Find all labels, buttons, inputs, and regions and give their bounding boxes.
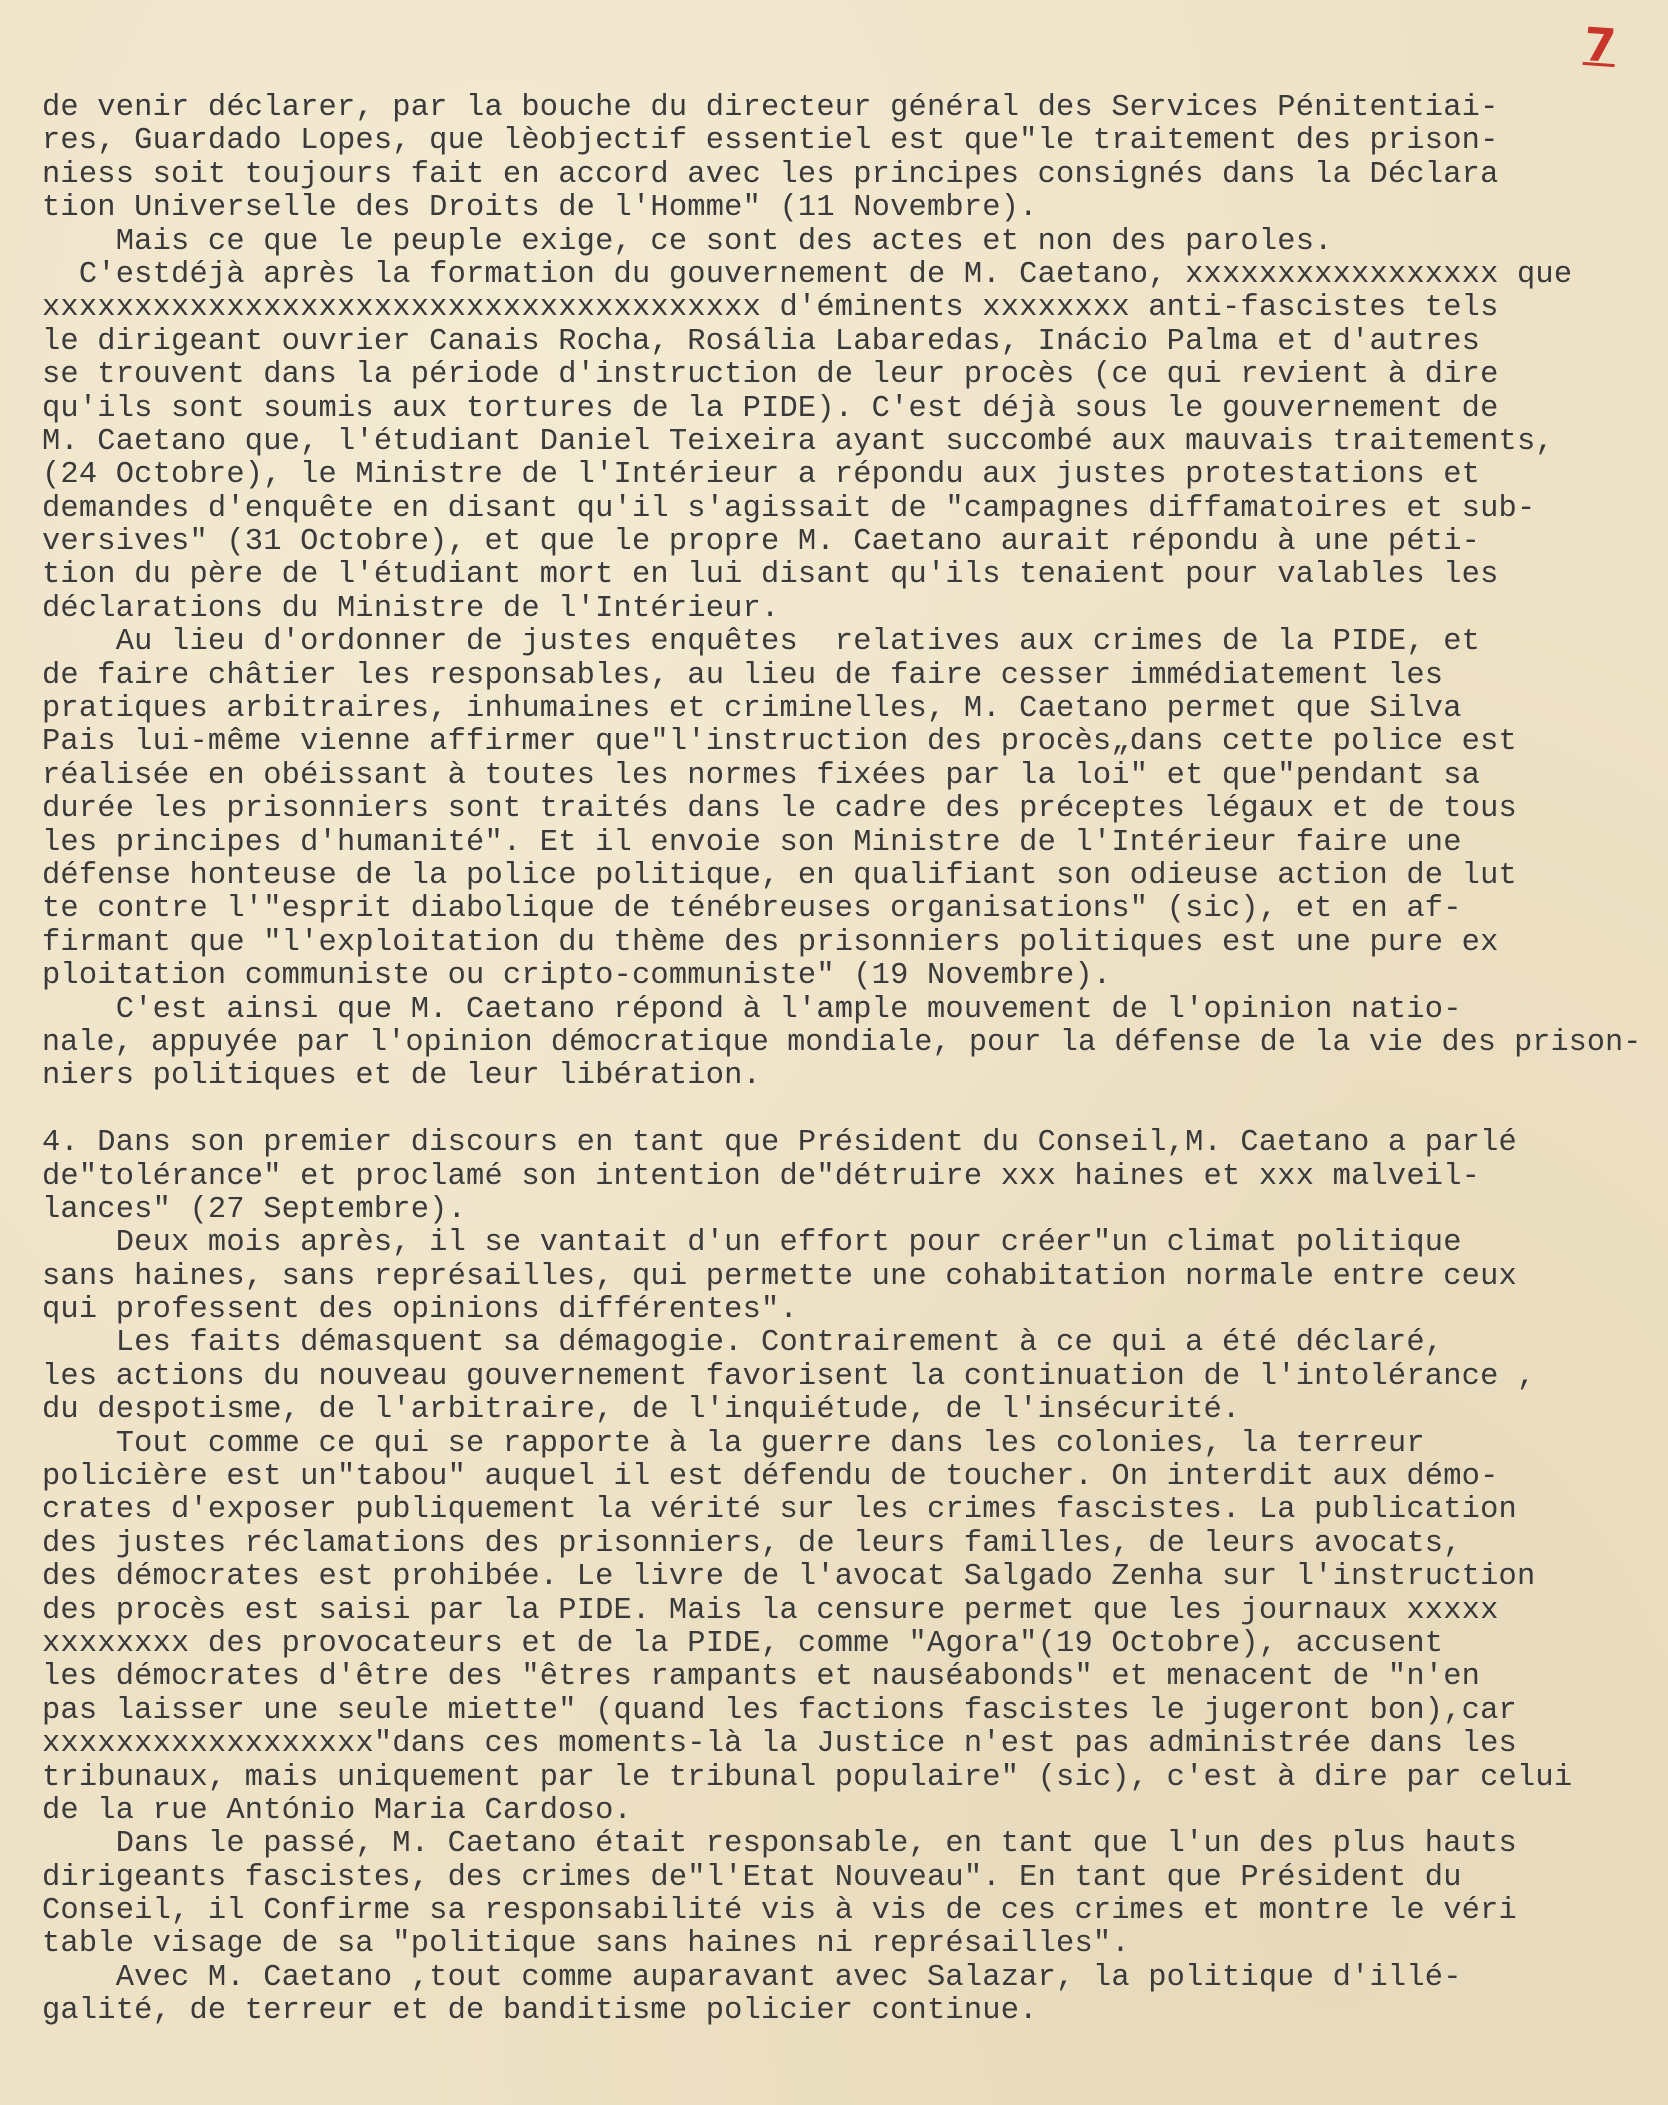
text-line: crates d'exposer publiquement la vérité sur les crimes fascistes. La publication bbox=[42, 1493, 1517, 1528]
text-line: de"tolérance" et proclamé son intention de"détruire xxx haines et xxx malveil- bbox=[42, 1159, 1481, 1194]
text-line: de venir déclarer, par la bouche du directeur général des Services Pénitentiai- bbox=[42, 91, 1499, 125]
text-line: xxxxxxxxxxxxxxxxxxxxxxxxxxxxxxxxxxxxxxx d'éminents xxxxxxxx anti-fascistes tels bbox=[42, 291, 1499, 326]
text-line: galité, de terreur et de banditisme policier continue. bbox=[42, 1994, 1038, 2029]
text-line: du despotisme, de l'arbitraire, de l'inquiétude, de l'insécurité. bbox=[42, 1393, 1241, 1428]
text-line: tion du père de l'étudiant mort en lui disant qu'ils tenaient pour valables les bbox=[42, 558, 1499, 593]
text-line: sans haines, sans représailles, qui permette une cohabitation normale entre ceux bbox=[42, 1259, 1517, 1294]
text-line: déclarations du Ministre de l'Intérieur. bbox=[42, 591, 780, 626]
text-line: xxxxxxxxxxxxxxxxxx"dans ces moments-là la Justice n'est pas administrée dans les bbox=[42, 1727, 1517, 1762]
text-line: res, Guardado Lopes, que lèobjectif essentiel est que"le traitement des prison- bbox=[42, 124, 1499, 159]
text-line: demandes d'enquête en disant qu'il s'agissait de "campagnes diffamatoires et sub- bbox=[42, 491, 1536, 526]
text-line: le dirigeant ouvrier Canais Rocha, Rosália Labaredas, Inácio Palma et d'autres bbox=[42, 324, 1481, 359]
text-line: table visage de sa "politique sans haines ni représailles". bbox=[42, 1927, 1130, 1962]
text-line: M. Caetano que, l'étudiant Daniel Teixeira ayant succombé aux mauvais traitements, bbox=[42, 424, 1554, 459]
text-line: Au lieu d'ordonner de justes enquêtes relatives aux crimes de la PIDE, et bbox=[42, 625, 1481, 660]
text-line: réalisée en obéissant à toutes les normes fixées par la loi" et que"pendant sa bbox=[42, 758, 1481, 793]
text-line: se trouvent dans la période d'instruction de leur procès (ce qui revient à dire bbox=[42, 358, 1499, 393]
text-line: te contre l'"esprit diabolique de ténébreuses organisations" (sic), et en af- bbox=[42, 892, 1462, 927]
text-line: 4. Dans son premier discours en tant que Président du Conseil,M. Caetano a parlé bbox=[42, 1126, 1517, 1161]
text-line: dirigeants fascistes, des crimes de"l'Etat Nouveau". En tant que Président du bbox=[42, 1860, 1462, 1895]
text-line: versives" (31 Octobre), et que le propre M. Caetano aurait répondu à une péti- bbox=[42, 525, 1481, 560]
text-line: C'est ainsi que M. Caetano répond à l'ample mouvement de l'opinion natio- bbox=[42, 992, 1462, 1027]
text-line: défense honteuse de la police politique, en qualifiant son odieuse action de lut bbox=[42, 858, 1517, 893]
text-line: les actions du nouveau gouvernement favorisent la continuation de l'intolérance , bbox=[42, 1359, 1536, 1394]
text-line: Conseil, il Confirme sa responsabilité vis à vis de ces crimes et montre le véri bbox=[42, 1894, 1517, 1929]
text-line: pratiques arbitraires, inhumaines et criminelles, M. Caetano permet que Silva bbox=[42, 692, 1462, 727]
text-line: nale, appuyée par l'opinion démocratique mondiale, pour la défense de la vie des prison- bbox=[42, 1025, 1642, 1060]
text-line: lances" (27 Septembre). bbox=[42, 1192, 467, 1227]
text-line: C'estdéjà après la formation du gouvernement de M. Caetano, xxxxxxxxxxxxxxxxx que bbox=[42, 257, 1573, 292]
text-line: des justes réclamations des prisonniers, de leurs familles, de leurs avocats, bbox=[42, 1526, 1462, 1561]
text-line: durée les prisonniers sont traités dans le cadre des préceptes légaux et de tous bbox=[42, 792, 1517, 827]
text-line: des démocrates est prohibée. Le livre de l'avocat Salgado Zenha sur l'instruction bbox=[42, 1560, 1536, 1595]
text-line: firmant que "l'exploitation du thème des prisonniers politiques est une pure ex bbox=[42, 925, 1499, 960]
page-number: 7 bbox=[1582, 16, 1618, 74]
text-line: de la rue António Maria Cardoso. bbox=[42, 1793, 632, 1828]
text-line: (24 Octobre), le Ministre de l'Intérieur a répondu aux justes protestations et bbox=[42, 458, 1481, 493]
text-line: pas laisser une seule miette" (quand les factions fascistes le jugeront bon),car bbox=[42, 1693, 1517, 1728]
text-line: les principes d'humanité". Et il envoie son Ministre de l'Intérieur faire une bbox=[42, 825, 1462, 860]
paragraph-gap bbox=[42, 1094, 1642, 1127]
typewritten-text bbox=[42, 92, 1642, 2029]
text-line: Tout comme ce qui se rapporte à la guerre dans les colonies, la terreur bbox=[42, 1426, 1425, 1461]
text-line: Dans le passé, M. Caetano était responsable, en tant que l'un des plus hauts bbox=[42, 1827, 1517, 1862]
text-line: niess soit toujours fait en accord avec les principes consignés dans la Déclara bbox=[42, 157, 1499, 192]
text-line: de faire châtier les responsables, au lieu de faire cesser immédiatement les bbox=[42, 658, 1444, 693]
text-line: les démocrates d'être des "êtres rampants et nauséabonds" et menacent de "n'en bbox=[42, 1660, 1481, 1695]
text-line: des procès est saisi par la PIDE. Mais la censure permet que les journaux xxxxx bbox=[42, 1593, 1499, 1628]
text-line: Les faits démasquent sa démagogie. Contrairement à ce qui a été déclaré, bbox=[42, 1326, 1444, 1361]
text-line: Pais lui-même vienne affirmer que"l'instruction des procès„dans cette police est bbox=[42, 725, 1517, 760]
text-line: ploitation communiste ou cripto-communiste" (19 Novembre). bbox=[42, 959, 1112, 994]
text-line: Mais ce que le peuple exige, ce sont des actes et non des paroles. bbox=[42, 224, 1333, 259]
text-line: Deux mois après, il se vantait d'un effort pour créer"un climat politique bbox=[42, 1226, 1462, 1261]
text-line: Avec M. Caetano ,tout comme auparavant avec Salazar, la politique d'illé- bbox=[42, 1960, 1462, 1995]
text-line: qui professent des opinions différentes". bbox=[42, 1293, 798, 1328]
text-line: tion Universelle des Droits de l'Homme" (11 Novembre). bbox=[42, 191, 1038, 226]
text-line: tribunaux, mais uniquement par le tribunal populaire" (sic), c'est à dire par celui bbox=[42, 1760, 1573, 1795]
text-line: xxxxxxxx des provocateurs et de la PIDE, comme "Agora"(19 Octobre), accusent bbox=[42, 1626, 1444, 1661]
text-line: qu'ils sont soumis aux tortures de la PIDE). C'est déjà sous le gouvernement de bbox=[42, 391, 1499, 426]
text-line: policière est un"tabou" auquel il est défendu de toucher. On interdit aux démo- bbox=[42, 1460, 1499, 1495]
text-line: niers politiques et de leur libération. bbox=[42, 1059, 762, 1094]
